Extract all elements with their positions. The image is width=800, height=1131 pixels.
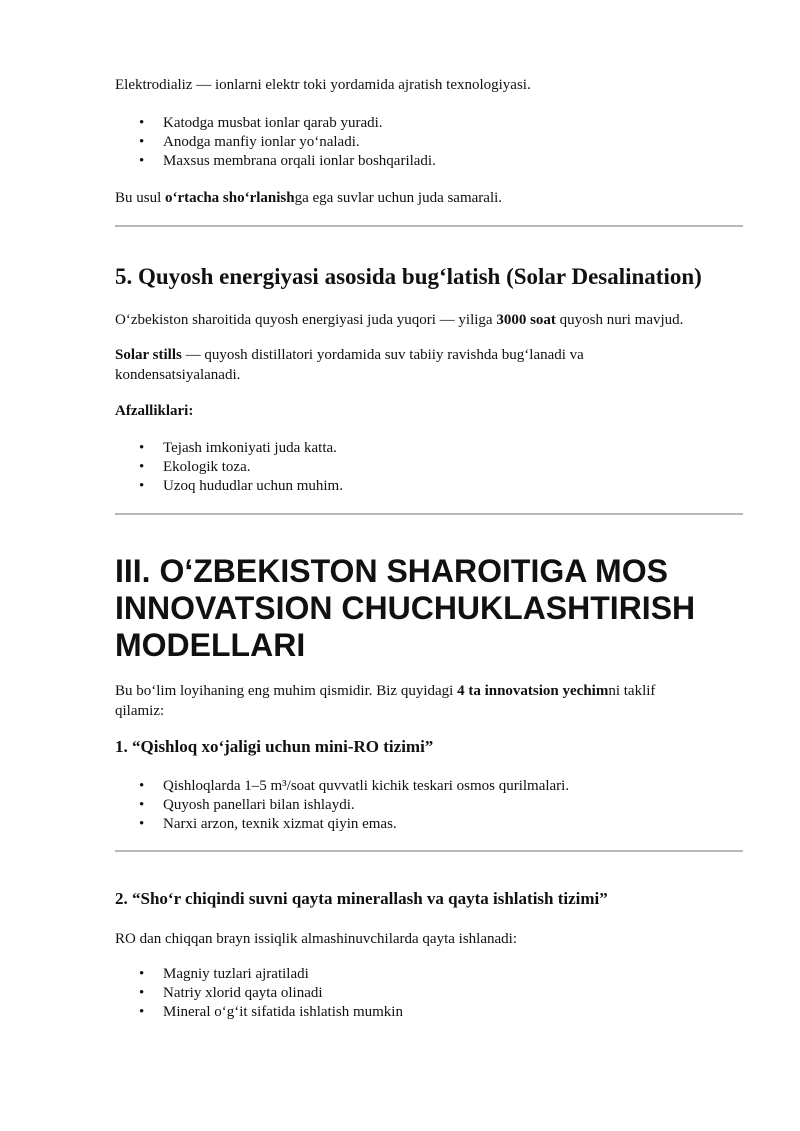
list-item: • Mineral o‘g‘it sifatida ishlatish mumkin (115, 1003, 743, 1022)
section5-paragraph-1: O‘zbekiston sharoitida quyosh energiyasi juda yuqori — yiliga 3000 soat quyosh nuri mavjud. (115, 312, 684, 328)
list-item: • Magniy tuzlari ajratiladi (115, 965, 743, 984)
model2-intro-paragraph: RO dan chiqqan brayn issiqlik almashinuvchilarda qayta ishlanadi: (115, 931, 517, 947)
model2-list (115, 965, 743, 1022)
intro-paragraph: Elektrodializ — ionlarni elektr toki yordamida ajratish texnologiyasi. (115, 77, 531, 93)
list-item: • Narxi arzon, texnik xizmat qiyin emas. (115, 815, 743, 834)
subsection-heading: 1. “Qishloq xo‘jaligi uchun mini-RO tizimi” (115, 737, 434, 756)
bold-term: Solar stills (115, 347, 182, 363)
section-divider (115, 850, 743, 852)
list-item: • Quyosh panellari bilan ishlaydi. (115, 796, 743, 815)
section-heading: 5. Quyosh energiyasi asosida bug‘latish (Solar Desalination) (115, 264, 702, 289)
list-item: • Tejash imkoniyati juda katta. (115, 439, 743, 458)
section5-paragraph-2: Solar stills — quyosh distillatori yordamida suv tabiiy ravishda bug‘lanadi va kondensatsiyalanadi. (115, 347, 584, 383)
list-item: • Natriy xlorid qayta olinadi (115, 984, 743, 1003)
advantages-list (115, 439, 743, 496)
list-item: • Ekologik toza. (115, 458, 743, 477)
subsection-heading: 2. “Sho‘r chiqindi suvni qayta minerallash va qayta ishlatish tizimi” (115, 889, 608, 908)
list-item: • Anodga manfiy ionlar yo‘naladi. (115, 133, 743, 152)
section-divider (115, 513, 743, 515)
list-item: • Qishloqlarda 1–5 m³/soat quvvatli kichik teskari osmos qurilmalari. (115, 777, 743, 796)
bold-term: 3000 soat (496, 312, 556, 328)
electrodialysis-list (115, 114, 743, 171)
chapter-heading: III. O‘ZBEKISTON SHAROITIGA MOS INNOVATSION CHUCHUKLASHTIRISH MODELLARI (115, 553, 696, 663)
model1-list (115, 777, 743, 834)
list-item: • Katodga musbat ionlar qarab yuradi. (115, 114, 743, 133)
bold-term: 4 ta innovatsion yechim (457, 683, 609, 699)
chapter-intro-paragraph: Bu bo‘lim loyihaning eng muhim qismidir. Biz quyidagi 4 ta innovatsion yechimni taklif qilamiz: (115, 683, 656, 719)
list-item: • Maxsus membrana orqali ionlar boshqariladi. (115, 152, 743, 171)
advantages-label: Afzalliklari: (115, 403, 194, 419)
summary-paragraph: Bu usul o‘rtacha sho‘rlanishga ega suvlar uchun juda samarali. (115, 190, 503, 206)
list-item: • Uzoq hududlar uchun muhim. (115, 477, 743, 496)
bold-term: o‘rtacha sho‘rlanish (165, 190, 295, 206)
section-divider (115, 225, 743, 227)
